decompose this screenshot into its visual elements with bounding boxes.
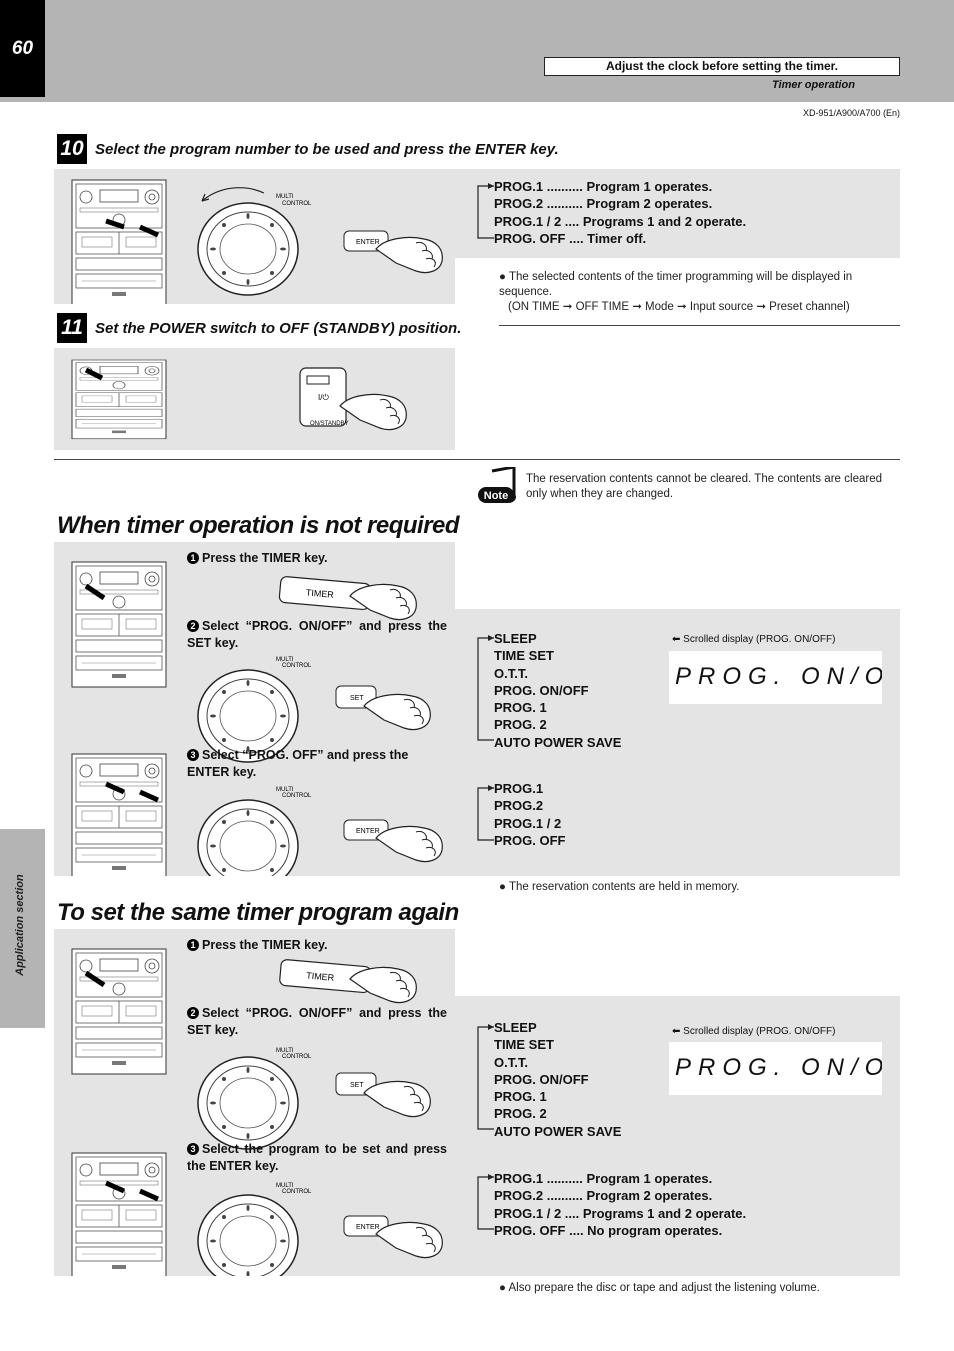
menu-item: PROG. ON/OFF <box>494 1071 589 1087</box>
prog-option: PROG.1 .......... Program 1 operates. <box>494 1171 713 1186</box>
nr-prog-list <box>494 780 566 849</box>
nr-prog-bracket <box>474 784 496 846</box>
menu-item: PROG. 2 <box>494 717 547 733</box>
menu-item: AUTO POWER SAVE <box>494 734 622 750</box>
clock-note: Adjust the clock before setting the timer. <box>544 57 900 76</box>
note-icon-label: Note <box>483 490 509 502</box>
nr-step-1: 1 Press the TIMER key. <box>187 550 447 567</box>
svg-text:CONTROL: CONTROL <box>282 793 312 799</box>
nr-lcd-display <box>669 651 882 704</box>
menu-item: SLEEP <box>494 631 537 646</box>
step-10-note-line1: The selected contents of the timer programming will be displayed in sequence. <box>499 271 853 298</box>
same-again-illustrations <box>54 929 455 1276</box>
svg-text:CONTROL: CONTROL <box>282 201 312 207</box>
sa-footnote: ● Also prepare the disc or tape and adjust the listening volume. <box>499 1282 820 1294</box>
sa-prog-bracket <box>474 1173 496 1235</box>
step-10-note: ● The selected contents of the timer programming will be displayed in sequence. (ON TIME ➞ OFF TIME ➞ Mode ➞ Input source ➞ Preset channel) <box>499 270 900 315</box>
sa-lcd-display <box>669 1042 882 1095</box>
enter-key-label-1: ENTER <box>356 828 380 835</box>
option-prog2: PROG.2 .......... Program 2 operates. <box>494 196 713 212</box>
note-icon <box>478 467 518 509</box>
menu-item: TIME SET <box>494 648 554 664</box>
sa-scrolled-label: ⬅ Scrolled display (PROG. ON/OFF) <box>672 1026 836 1037</box>
menu-item: PROG. 1 <box>494 700 547 716</box>
set-key-label-2: SET <box>350 1082 364 1089</box>
step-10-note-line2: (ON TIME ➞ OFF TIME ➞ Mode ➞ Input source ➞ Preset channel) <box>508 301 850 313</box>
prog-option: PROG.1 / 2 .... Programs 1 and 2 operate. <box>494 1205 747 1221</box>
svg-text:MULTI: MULTI <box>276 1183 294 1189</box>
prog-option: PROG. OFF <box>494 832 566 848</box>
menu-item: TIME SET <box>494 1037 554 1053</box>
svg-text:MULTI: MULTI <box>276 657 294 663</box>
power-switch-symbol: I/⏻ <box>318 393 329 402</box>
step-10-number: 10 <box>57 134 87 164</box>
svg-text:CONTROL: CONTROL <box>282 1054 312 1060</box>
svg-text:CONTROL: CONTROL <box>282 1189 312 1195</box>
sa-prog-list <box>494 1170 746 1239</box>
menu-item: AUTO POWER SAVE <box>494 1123 622 1139</box>
step-11-illustration-panel <box>54 348 455 450</box>
option-prog12: PROG.1 / 2 .... Programs 1 and 2 operate. <box>494 213 747 229</box>
prog-option: PROG.2 .......... Program 2 operates. <box>494 1188 713 1204</box>
sa-step-3: 3 Select the program to be set and press the ENTER key. <box>187 1142 447 1173</box>
enter-key-label-10: ENTER <box>356 239 380 246</box>
menu-item: PROG. ON/OFF <box>494 682 589 698</box>
timer-key-label-1: TIMER <box>305 587 335 600</box>
sa-lcd-text: PROG. ON/O <box>675 1054 882 1081</box>
section-title: Timer operation <box>772 79 855 91</box>
nr-lcd-text: PROG. ON/O <box>675 663 882 690</box>
not-required-panel <box>54 542 455 876</box>
step-10-illustration <box>54 169 455 304</box>
nr-menu-list <box>494 630 621 751</box>
note-text: The reservation contents cannot be cleared. The contents are cleared only when they are changed. <box>526 473 882 500</box>
option-prog-off: PROG. OFF .... Timer off. <box>494 230 647 246</box>
menu-item: PROG. 1 <box>494 1089 547 1105</box>
menu-item: SLEEP <box>494 1020 537 1035</box>
step-10-options <box>494 178 746 247</box>
menu-item: PROG. 2 <box>494 1106 547 1122</box>
set-key-label-1: SET <box>350 695 364 702</box>
knob-label-10: MULTI <box>276 194 294 200</box>
page-number: 60 <box>0 0 45 97</box>
step-11-title: Set the POWER switch to OFF (STANDBY) position. <box>95 320 462 337</box>
nr-step-2: 2 Select “PROG. ON/OFF” and press the SET key. <box>187 619 447 650</box>
step-10-bracket <box>474 182 496 244</box>
section-title-not-required: When timer operation is not required <box>57 512 460 539</box>
svg-text:MULTI: MULTI <box>276 787 294 793</box>
step-11-number: 11 <box>57 313 87 343</box>
sa-step-1: 1 Press the TIMER key. <box>187 937 447 954</box>
sa-menu-list <box>494 1019 621 1140</box>
prog-option: PROG.1 / 2 <box>494 815 562 831</box>
step-11-illustration <box>54 348 455 450</box>
step-10-title: Select the program number to be used and press the ENTER key. <box>95 141 559 158</box>
divider <box>499 325 900 326</box>
side-tab <box>0 829 45 1028</box>
menu-item: O.T.T. <box>494 665 528 681</box>
menu-item: O.T.T. <box>494 1054 528 1070</box>
sa-step-2: 2 Select “PROG. ON/OFF” and press the SET key. <box>187 1006 447 1037</box>
nr-scrolled-label: ⬅ Scrolled display (PROG. ON/OFF) <box>672 634 836 645</box>
prog-option: PROG.1 <box>494 781 544 796</box>
timer-key-label-2: TIMER <box>305 970 335 983</box>
on-standby-label: ON/STANDBY <box>310 421 349 427</box>
nr-step-3: 3 Select “PROG. OFF” and press the ENTER key. <box>187 748 409 779</box>
nr-footnote: ● The reservation contents are held in memory. <box>499 881 740 893</box>
prog-option: PROG.2 <box>494 798 544 814</box>
svg-text:MULTI: MULTI <box>276 1048 294 1054</box>
side-tab-label: Application section <box>14 874 26 976</box>
not-required-illustrations <box>54 542 455 876</box>
enter-key-label-2: ENTER <box>356 1224 380 1231</box>
step-10-illustration-panel <box>54 169 455 304</box>
sa-menu-bracket <box>474 1023 496 1135</box>
section-title-same-again: To set the same timer program again <box>57 899 459 926</box>
nr-menu-bracket <box>474 634 496 746</box>
model-number: XD-951/A900/A700 (En) <box>802 108 900 118</box>
prog-option: PROG. OFF .... No program operates. <box>494 1222 723 1238</box>
same-again-panel <box>54 929 455 1276</box>
option-prog1: PROG.1 .......... Program 1 operates. <box>494 179 713 194</box>
svg-text:CONTROL: CONTROL <box>282 663 312 669</box>
section-divider <box>54 459 900 460</box>
